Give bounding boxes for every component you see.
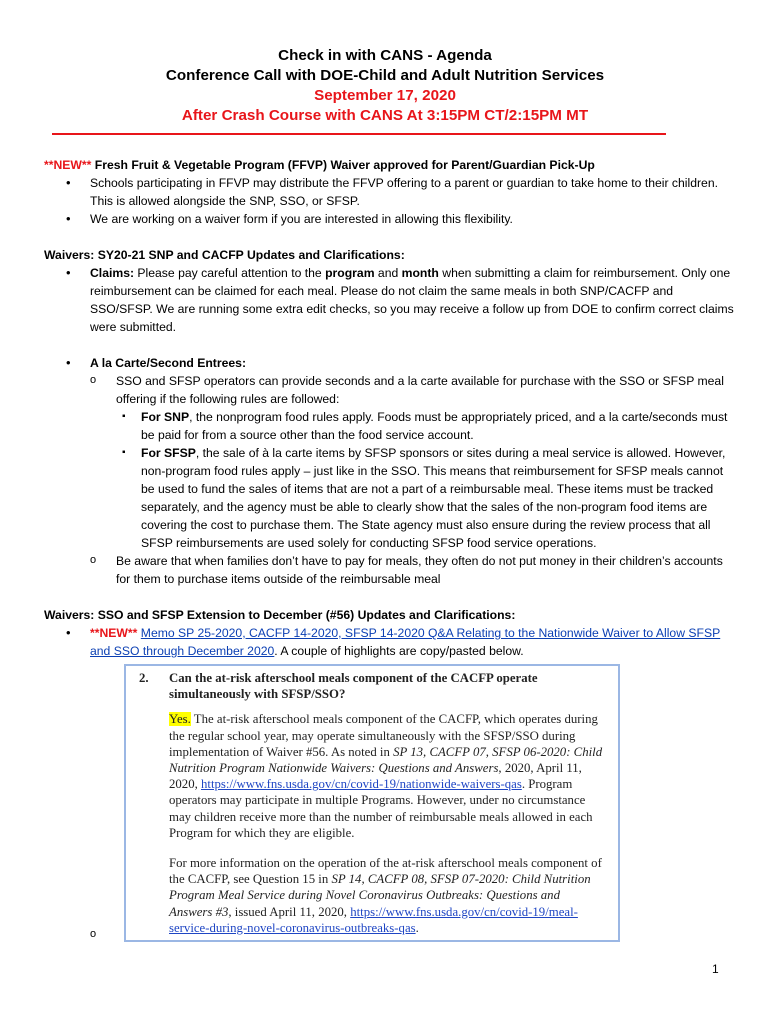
- qa-more-info-paragraph: For more information on the operation of the at-risk afterschool meals component of the CACFP, see Question 15 in SP 14, CACFP 08, SFSP 07-2020: Child Nutrition Program Meal Service during Novel Coronavirus Outbreaks: Questions and Answers #3, issued April 11, 2020, https://www.fns.usda.gov/cn/covid-19/meal-service-during-novel-coronavirus-outbreaks-qas.: [169, 856, 602, 935]
- header-divider: [52, 133, 666, 135]
- qa-answer-paragraph: Yes. The at-risk afterschool meals component of the CACFP, which operates during the regular school year, may operate simultaneously with the SFSP/SSO during implementation of Waiver #56. As noted in SP 13, CACFP 07, SFSP 06-2020: Child Nutrition Program Nationwide Waivers: Questions and Answers, 2020, April 11, 2020, https://www.fns.usda.gov/cn/covid-19/nationwide-waivers-qas. Program operators may participate in multiple Programs. However, under no circumstance may children receive more than the number of reimbursable meals allowed in each Program for which they are eligible.: [169, 712, 603, 840]
- agenda-header: [0, 46, 770, 126]
- waivers-sy2021-title: Waivers: SY20-21 SNP and CACFP Updates and Clarifications:: [44, 248, 405, 262]
- page-number: 1: [712, 962, 719, 976]
- list-item: • Schools participating in FFVP may distribute the FFVP offering to a parent or guardian to take home to their children. This is allowed alongside the SNP, SSO, or SFSP.: [44, 174, 734, 210]
- quoted-qa-box: [124, 664, 620, 942]
- agenda-title: Check in with CANS - Agenda: [278, 47, 492, 64]
- memo-item: • **NEW** Memo SP 25-2020, CACFP 14-2020, SFSP 14-2020 Q&A Relating to the Nationwide Waiver to Allow SFSP and SSO through December 2020. A couple of highlights are copy/pasted below.: [44, 624, 734, 660]
- waivers-extension-title: Waivers: SSO and SFSP Extension to December (#56) Updates and Clarifications:: [44, 608, 516, 622]
- empty-sub-bullet: o: [90, 928, 97, 940]
- new-tag: **NEW**: [44, 158, 92, 172]
- alacarte-item: [44, 354, 734, 372]
- snp-rule-item: ▪ For SNP, the nonprogram food rules apply. Foods must be appropriately priced, and a la carte/seconds must be paid for from a source other than the food service account.: [44, 408, 734, 444]
- claims-item: • Claims: Please pay careful attention to the program and month when submitting a claim for reimbursement. Only one reimbursement can be claimed for each meal. Please do not claim the same meals in both SNP/CACFP and SSO/SFSP. We are running some extra edit checks, so you may receive a follow up from DOE to confirm correct claims were submitted.: [44, 264, 734, 336]
- ffvp-section-title: [44, 156, 734, 174]
- waivers-extension-bullets: [44, 624, 734, 660]
- ffvp-bullets: [44, 174, 734, 228]
- claims-label: Claims:: [90, 266, 135, 280]
- waivers-sy2021-bullets: [44, 264, 734, 336]
- qa-number: 2.: [139, 671, 149, 685]
- ffvp-title-text: Fresh Fruit & Vegetable Program (FFVP) Waiver approved for Parent/Guardian Pick-Up: [91, 158, 595, 172]
- meeting-time: After Crash Course with CANS At 3:15PM CT/2:15PM MT: [181, 107, 589, 124]
- meeting-date: September 17, 2020: [314, 87, 456, 104]
- qa-question: 2. Can the at-risk afterschool meals component of the CACFP operate simultaneously with SFSP/SSO?: [139, 671, 538, 702]
- memo-link[interactable]: Memo SP 25-2020, CACFP 14-2020, SFSP 14-2020 Q&A Relating to the Nationwide Waiver to Allow SFSP and SSO through December 2020: [90, 626, 721, 658]
- waivers-qas-link[interactable]: https://www.fns.usda.gov/cn/covid-19/nationwide-waivers-qas: [201, 777, 522, 792]
- yes-highlight: Yes.: [169, 712, 191, 727]
- list-item: • We are working on a waiver form if you are interested in allowing this flexibility.: [44, 210, 734, 228]
- list-item: o SSO and SFSP operators can provide seconds and a la carte available for purchase with the SSO or SFSP meal offering if the following rules are followed:: [44, 372, 734, 408]
- agenda-body: [44, 156, 734, 660]
- meal-service-qas-link[interactable]: https://www.fns.usda.gov/cn/covid-19/meal-service-during-novel-coronavirus-outbreaks-qas: [169, 904, 578, 935]
- list-item: o Be aware that when families don’t have to pay for meals, they often do not put money in their children’s accounts for them to purchase items outside of the reimbursable meal: [44, 552, 734, 588]
- conference-call-line: Conference Call with DOE-Child and Adult Nutrition Services: [165, 67, 605, 84]
- new-tag: **NEW**: [90, 626, 138, 640]
- alacarte-label: A la Carte/Second Entrees:: [90, 356, 247, 370]
- alacarte-bullets: [44, 354, 734, 588]
- sfsp-rule-item: ▪ For SFSP, the sale of à la carte items by SFSP sponsors or sites during a meal service is allowed. However, non-program food rules apply – just like in the SSO. This means that reimbursement for SFSP meals cannot be used to fund the sales of items that are not a part of a reimbursable meal. These items must be tracked separately, and the agency must be able to clearly show that the sales of the non-program food items are covering the cost to purchase them. The State agency must also ensure during the review process that all SFSP reimbursements are used solely for conducting SFSP food service operations.: [44, 444, 734, 552]
